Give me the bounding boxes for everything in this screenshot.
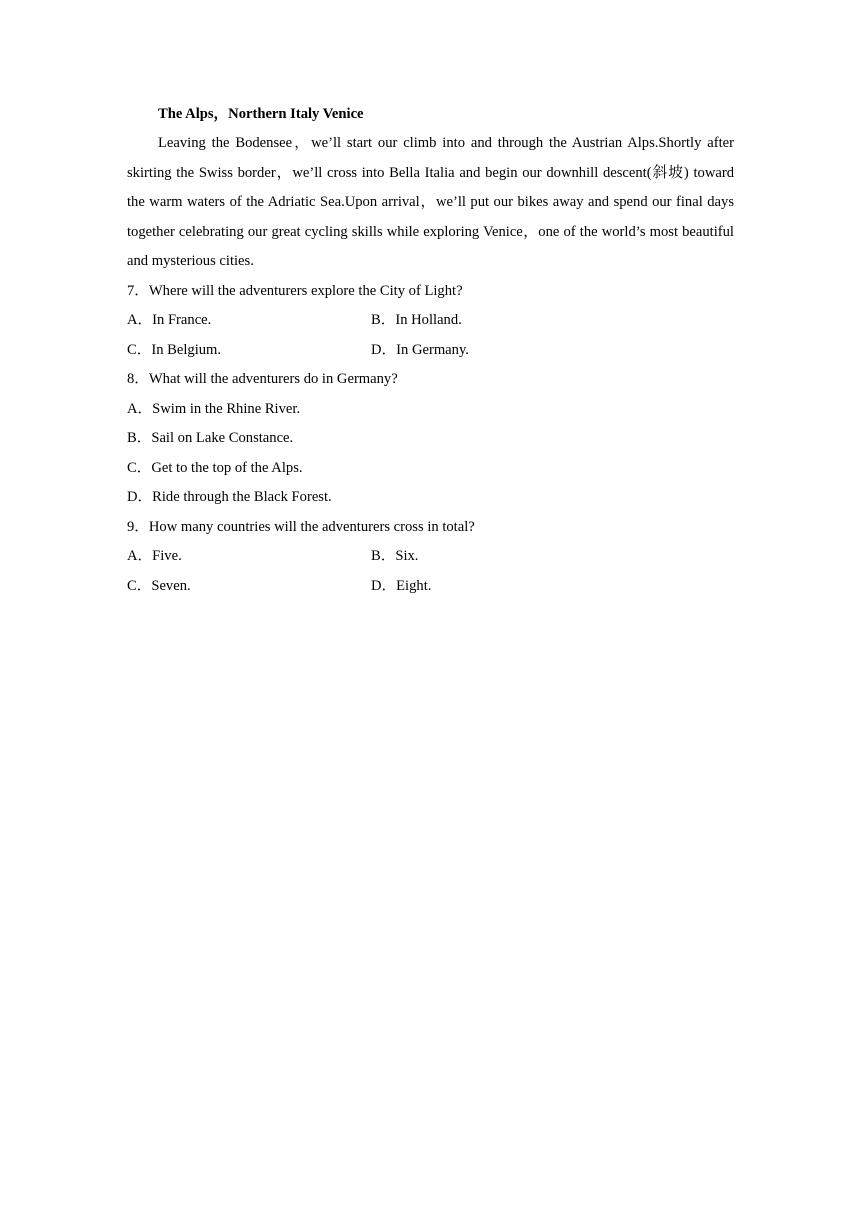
option-c: C．In Belgium. [127,341,222,358]
passage-paragraph: Leaving the Bodensee，we’ll start our climb into and through the Austrian Alps.Shortly after skirting the Swiss border，we’ll cross into Bella Italia and begin our downhill descent(斜坡) toward the warm waters of the Adriatic Sea.Upon arrival，we’ll put our bikes away and spend our final days together celebrating our great cycling skills while exploring Venice，one of the world’s most beautiful and mysterious cities. [127,135,734,269]
question-9 [127,513,734,602]
option-row [127,306,734,336]
question-7 [127,277,734,366]
option-row [127,542,734,572]
option-row [127,572,734,602]
document-page [127,100,734,601]
option-c: C．Seven. [127,577,191,594]
question-8 [127,365,734,513]
option-b: B．In Holland. [371,312,462,328]
option-b: B．Six. [371,548,419,564]
option-d: D．Eight. [371,577,432,594]
option-a: A．Swim in the Rhine River. [127,400,301,417]
option-a: A．In France. [127,312,212,328]
question-stem: 9．How many countries will the adventurers cross in total? [127,518,475,535]
option-d: D．Ride through the Black Forest. [127,489,332,505]
option-a: A．Five. [127,548,182,564]
option-b: B．Sail on Lake Constance. [127,430,294,446]
option-row [127,336,734,366]
option-c: C．Get to the top of the Alps. [127,459,303,476]
option-d: D．In Germany. [371,341,469,358]
question-stem: 7．Where will the adventurers explore the City of Light? [127,282,463,299]
section-heading: The Alps，Northern Italy Venice [158,106,364,122]
question-stem: 8．What will the adventurers do in Germany? [127,371,398,387]
